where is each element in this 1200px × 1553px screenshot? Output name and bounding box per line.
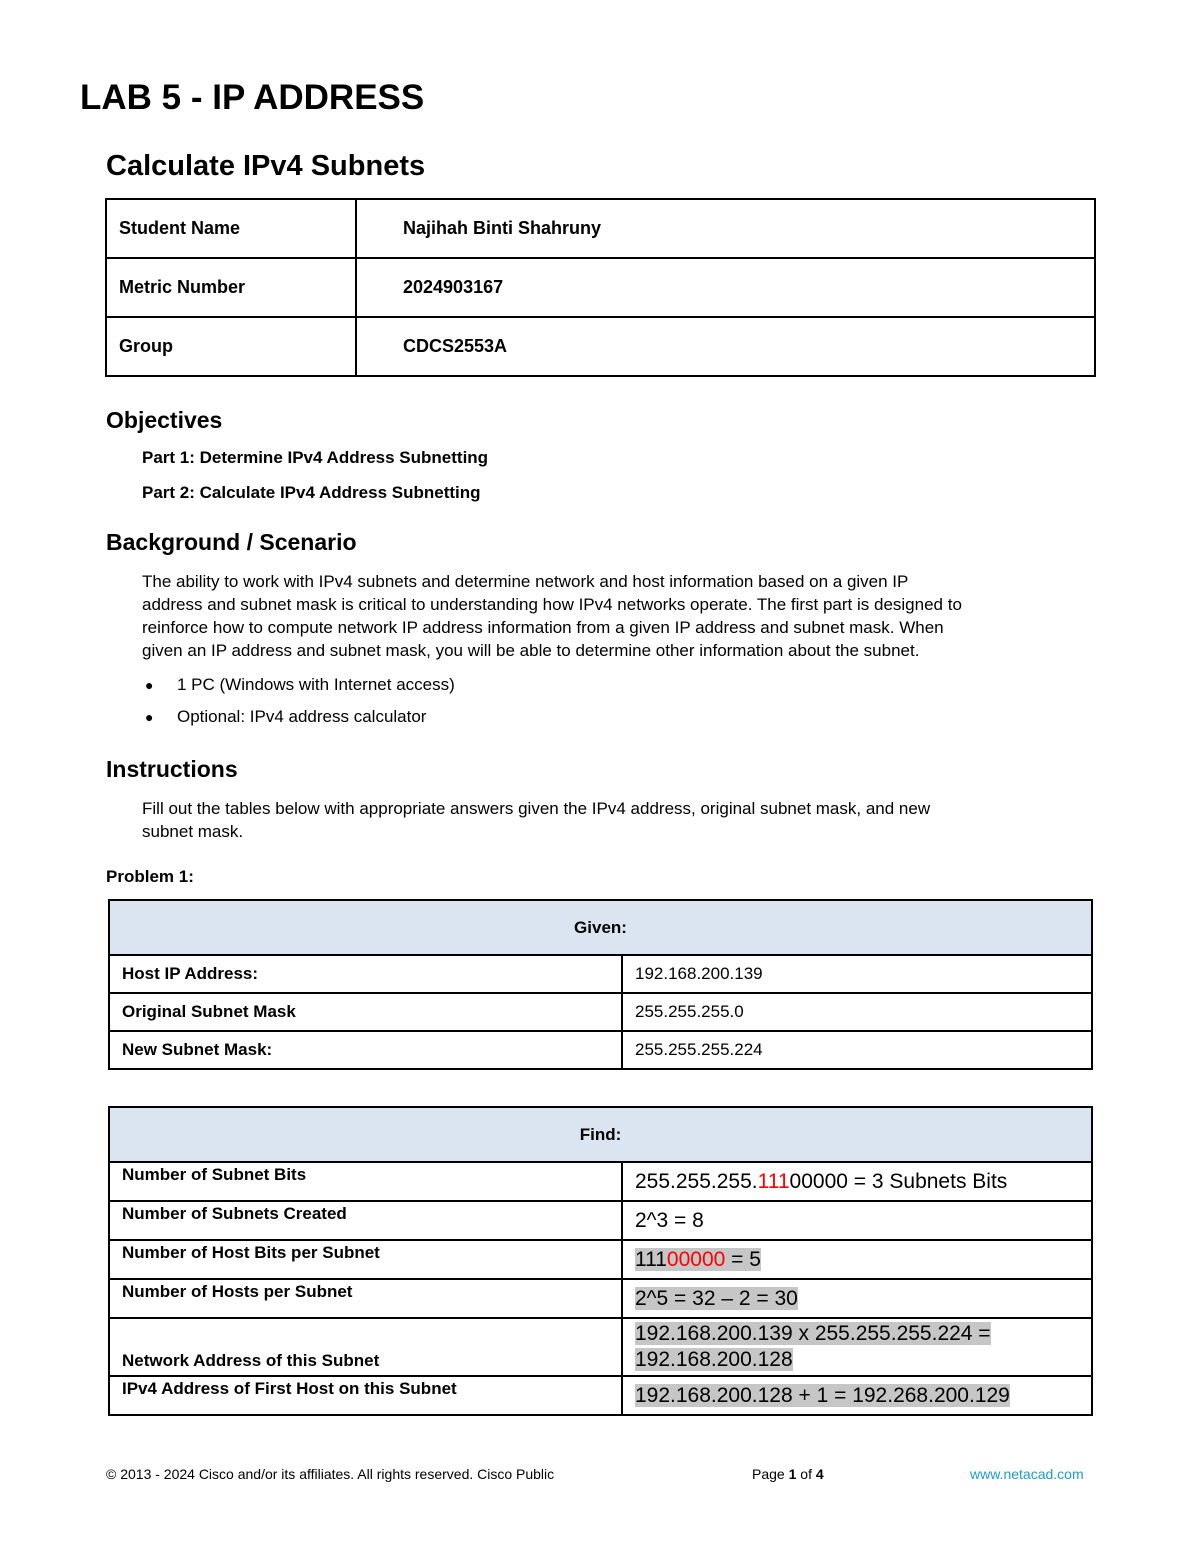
find-label: Number of Host Bits per Subnet: [109, 1240, 622, 1279]
find-value: 11100000 = 5: [622, 1240, 1092, 1279]
group-label: Group: [106, 317, 356, 376]
given-value: 255.255.255.0: [622, 993, 1092, 1031]
find-header: Find:: [109, 1107, 1092, 1162]
objective-item: Part 1: Determine IPv4 Address Subnetting: [142, 448, 489, 467]
table-row: [109, 1107, 1092, 1162]
given-label: Host IP Address:: [109, 955, 622, 993]
find-label: Number of Hosts per Subnet: [109, 1279, 622, 1318]
find-table: [108, 1106, 1093, 1416]
table-row: [106, 258, 1095, 317]
table-row: [109, 1279, 1092, 1318]
group-value: CDCS2553A: [356, 317, 1095, 376]
background-paragraph: [142, 570, 1102, 662]
paragraph-line: The ability to work with IPv4 subnets and determine network and host information based on a given IP: [142, 572, 909, 591]
footer-copyright: © 2013 - 2024 Cisco and/or its affiliates. All rights reserved. Cisco Public: [106, 1466, 555, 1482]
paragraph-line: Fill out the tables below with appropriate answers given the IPv4 address, original subnet mask, and new: [142, 799, 931, 818]
paragraph-line: given an IP address and subnet mask, you will be able to determine other information about the subnet.: [142, 641, 920, 660]
bullet-icon: ●: [145, 677, 154, 693]
student-info-table: [105, 198, 1096, 377]
background-heading: Background / Scenario: [106, 529, 357, 555]
table-row: [109, 955, 1092, 993]
bullet-icon: ●: [145, 709, 154, 725]
table-row: [109, 900, 1092, 955]
table-row: [109, 1031, 1092, 1069]
problem-label: Problem 1:: [106, 867, 194, 886]
student-name-value: Najihah Binti Shahruny: [356, 199, 1095, 258]
given-value: 192.168.200.139: [622, 955, 1092, 993]
given-value: 255.255.255.224: [622, 1031, 1092, 1069]
paragraph-line: reinforce how to compute network IP address information from a given IP address and subnet mask. When: [142, 618, 944, 637]
objectives-heading: Objectives: [106, 407, 223, 433]
instructions-paragraph: [142, 797, 1102, 843]
table-row: [109, 1201, 1092, 1240]
lab-title: LAB 5 - IP ADDRESS: [80, 78, 425, 117]
footer-page-number: Page 1 of 4: [752, 1466, 824, 1482]
given-header: Given:: [109, 900, 1092, 955]
instructions-heading: Instructions: [106, 756, 238, 782]
given-table: [108, 899, 1093, 1070]
find-value: 192.168.200.128 + 1 = 192.268.200.129: [622, 1376, 1092, 1415]
footer-link[interactable]: www.netacad.com: [970, 1466, 1084, 1482]
page-subtitle: Calculate IPv4 Subnets: [106, 150, 426, 182]
table-row: [109, 1162, 1092, 1201]
find-value: 192.168.200.139 x 255.255.255.224 = 192.168.200.128: [622, 1318, 1092, 1376]
given-label: Original Subnet Mask: [109, 993, 622, 1031]
find-label: Network Address of this Subnet: [109, 1318, 622, 1376]
table-row: [109, 1240, 1092, 1279]
paragraph-line: address and subnet mask is critical to understanding how IPv4 networks operate. The first part is designed to: [142, 595, 962, 614]
find-value: 255.255.255.11100000 = 3 Subnets Bits: [622, 1162, 1092, 1201]
find-label: Number of Subnets Created: [109, 1201, 622, 1240]
table-row: [109, 1318, 1092, 1376]
metric-number-label: Metric Number: [106, 258, 356, 317]
given-label: New Subnet Mask:: [109, 1031, 622, 1069]
list-item: Optional: IPv4 address calculator: [177, 707, 427, 726]
find-value: 2^5 = 32 – 2 = 30: [622, 1279, 1092, 1318]
find-value: 2^3 = 8: [622, 1201, 1092, 1240]
student-name-label: Student Name: [106, 199, 356, 258]
paragraph-line: subnet mask.: [142, 822, 244, 841]
table-row: [109, 1376, 1092, 1415]
table-row: [106, 317, 1095, 376]
find-label: Number of Subnet Bits: [109, 1162, 622, 1201]
find-label: IPv4 Address of First Host on this Subnet: [109, 1376, 622, 1415]
objective-item: Part 2: Calculate IPv4 Address Subnetting: [142, 483, 481, 502]
table-row: [106, 199, 1095, 258]
metric-number-value: 2024903167: [356, 258, 1095, 317]
table-row: [109, 993, 1092, 1031]
list-item: 1 PC (Windows with Internet access): [177, 675, 455, 694]
